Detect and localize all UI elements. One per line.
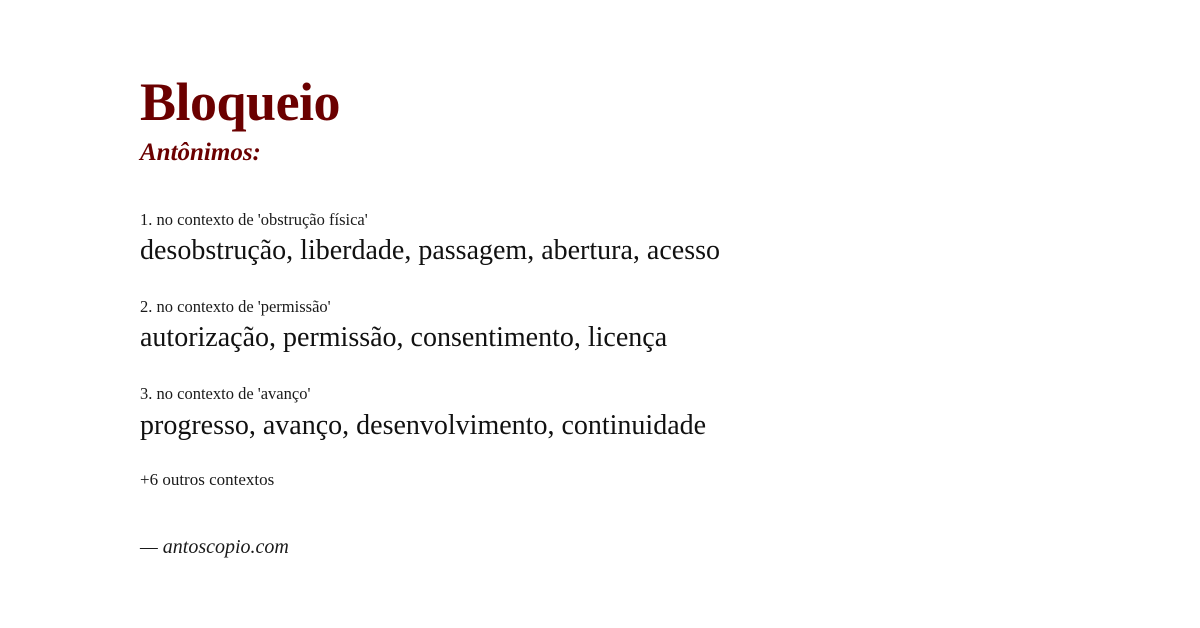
more-contexts-label: +6 outros contextos <box>140 470 275 490</box>
sense-list <box>140 209 1060 445</box>
sense-context: 3. no contexto de 'avanço' <box>140 384 311 404</box>
list-item <box>140 209 1060 270</box>
source-attribution: — antoscopio.com <box>140 536 289 559</box>
sense-words: autorização, permissão, consentimento, licença <box>140 322 668 354</box>
list-item <box>140 296 1060 357</box>
section-label: Antônimos: <box>140 138 261 166</box>
sense-context: 2. no contexto de 'permissão' <box>140 296 331 316</box>
list-item <box>140 383 1060 444</box>
page-title: Bloqueio <box>140 72 341 132</box>
sense-context: 1. no contexto de 'obstrução física' <box>140 209 368 229</box>
sense-words: desobstrução, liberdade, passagem, abertura, acesso <box>140 235 720 267</box>
sense-words: progresso, avanço, desenvolvimento, continuidade <box>140 409 707 441</box>
